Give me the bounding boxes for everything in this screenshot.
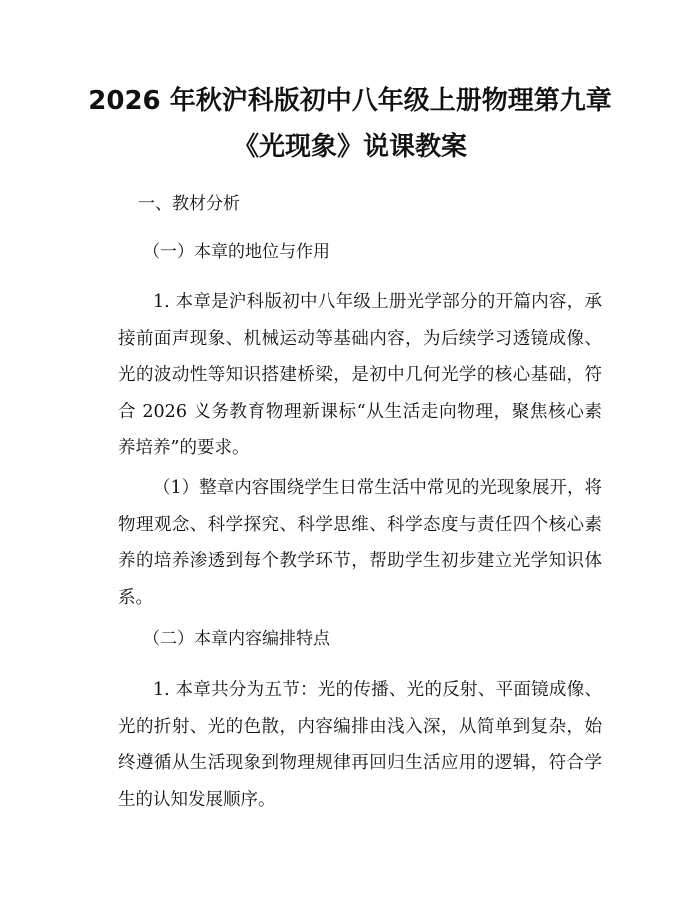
paragraph-core-literacy: （1）整章内容围绕学生日常生活中常见的光现象展开，将物理观念、科学探究、科学思维、科学态度与责任四个核心素养的培养渗透到每个教学环节，帮助学生初步建立光学知识体系。 — [118, 478, 602, 608]
section-heading-textbook-analysis: 一、教材分析 — [138, 194, 240, 214]
document-title-line1: 2026 年秋沪科版初中八年级上册物理第九章 — [88, 86, 612, 116]
document-title-line2: 《光现象》说课教案 — [232, 132, 467, 162]
paragraph-chapter-position: 1. 本章是沪科版初中八年级上册光学部分的开篇内容，承接前面声现象、机械运动等基础内容，为后续学习透镜成像、光的波动性等知识搭建桥梁，是初中几何光学的核心基础，符合 2026 义务教育物理新课标“从生活走向物理，聚焦核心素养培养”的要求。 — [118, 292, 602, 458]
subsection-heading-arrangement: （二）本章内容编排特点 — [143, 629, 330, 649]
paragraph-chapter-sections: 1. 本章共分为五节：光的传播、光的反射、平面镜成像、光的折射、光的色散，内容编排由浅入深，从简单到复杂，始终遵循从生活现象到物理规律再回归生活应用的逻辑，符合学生的认知发展顺序。 — [118, 680, 602, 810]
subsection-heading-role: （一）本章的地位与作用 — [143, 242, 330, 262]
